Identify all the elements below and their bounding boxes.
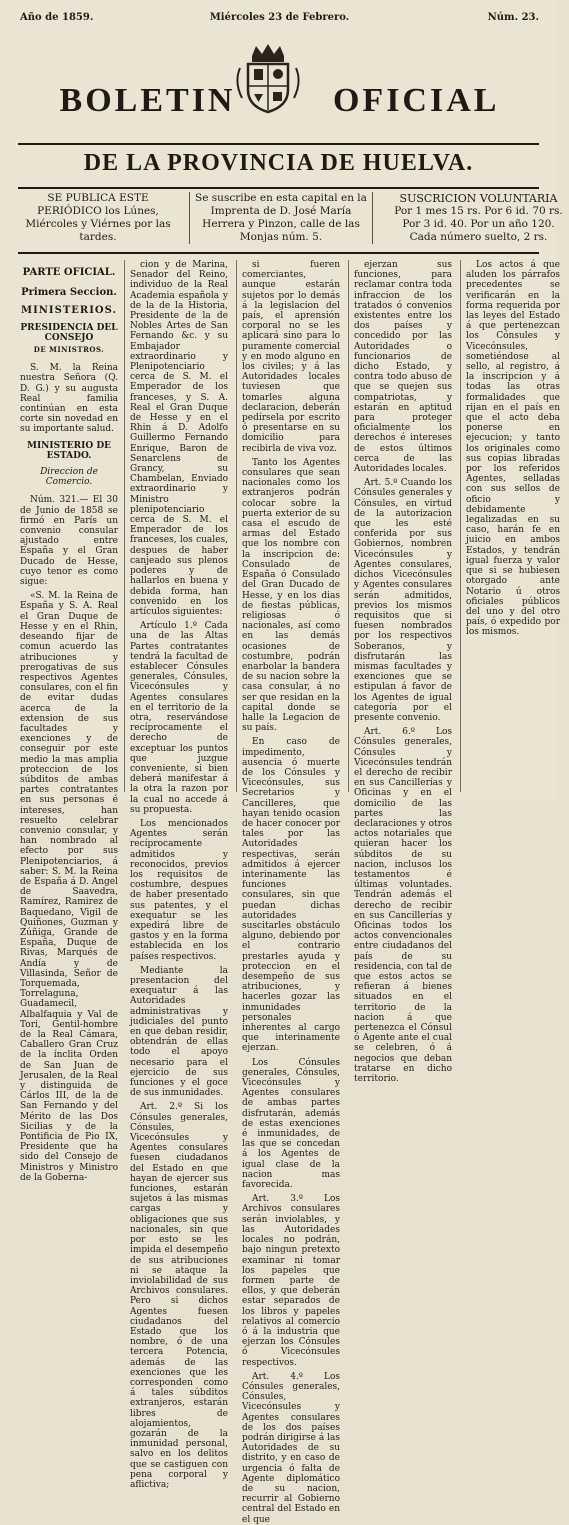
- paragraph: Art. 6.º Los Cónsules generales, Cónsules y Vicecónsules tendrán el derecho de recibir en sus Cancillerías y Oficinas y en el domicilio de las partes las declaraciones y otros actos notariales que quieran hacer los súbditos de su nacion, inclusos los testamentos é últimas voluntades. Tendrán además el derecho de recibir en sus Cancillerías y Oficinas todos los actos convencionales entre ciudadanos del país de su residencia, con tal de que estos actos se refieran á bienes situados en el territorio de la nacion á que pertenezca el Cónsul ó Agente ante el cual se celebren, ó á negocios que deban tratarse en dicho territorio.: [354, 727, 452, 1085]
- paragraph: Mediante la presentacion del exequatur á las Autoridades administrativas y judiciales del punto en que deban residir, obtendrán de ellas todo el apoyo necesario para el ejercicio de sus funciones y el goce de sus inmunidades.: [130, 965, 228, 1099]
- section-subheading: Direccion de Comercio.: [40, 467, 98, 488]
- column-3: [242, 260, 340, 1525]
- article-columns: [20, 260, 560, 1525]
- paragraph: Tanto los Agentes consulares que sean nacionales como los extranjeros podrán colocar sobre la puerta exterior de su casa el escudo de armas del Estado que los nombre con la inscripcion de: Consulado de España ó Consulado del Gran Ducado de Hesse, y en los dias de fiestas públicas, religiosas ó nacionales, así como en las demás ocasiones de costumbre, podrán enarbolar la bandera de su nacion sobre la casa consular, á no ser que residan en la capital donde se halle la Legacion de su país.: [242, 457, 340, 734]
- section-subheading: DE MINISTROS.: [33, 345, 105, 355]
- newspaper-subtitle: DE LA PROVINCIA DE HUELVA.: [83, 150, 474, 176]
- paragraph: si fueren comerciantes, aunque estarán sujetos por lo demás á la legislacion del país, el aprensión corporal no se les aplicará sino para lo puramente comercial y en modo alguno en los civiles; y á las Autoridades locales tuviesen que tomarles alguna declaracion, deberán pedírsela por escrito ó presentarse en su domicilio para recibirla de viva voz.: [242, 260, 340, 454]
- section-heading: PARTE OFICIAL.: [22, 267, 116, 278]
- column-divider: [124, 260, 125, 792]
- paragraph: Los Cónsules generales, Cónsules, Vicecónsules y Agentes consulares de ambas partes disfrutarán, además de estas exenciones é inmunidades, de las que se concedan á los Agentes de igual clase de la nacion mas favorecida.: [242, 1057, 340, 1191]
- section-heading: PRESIDENCIA DEL CONSEJO: [20, 322, 118, 343]
- section-heading: Primera Seccion.: [21, 287, 117, 299]
- date-label: Miércoles 23 de Febrero.: [209, 12, 350, 23]
- paragraph: Núm. 321.— El 30 de Junio de 1858 se firmó en París un convenio consular ajustado entre España y el Gran Ducado de Hesse, cuyo tenor es como sigue:: [20, 495, 118, 588]
- single-copy-price: Cada número suelto, 2 rs.: [409, 231, 548, 243]
- column-2: [130, 260, 228, 1490]
- year-label: Año de 1859.: [20, 12, 94, 23]
- title-right-word: OFICIAL: [332, 82, 500, 119]
- subscription-title: SUSCRICION VOLUNTARIA: [399, 192, 558, 205]
- publication-info-bar: [18, 192, 563, 248]
- column-divider: [348, 260, 349, 792]
- section-heading: MINISTERIOS.: [21, 305, 117, 317]
- divider: [18, 252, 539, 254]
- divider: [18, 143, 539, 145]
- subscription-place: Se suscribe en esta capital en la Imprenta de D. José María Herrera y Pinzon, calle de las Monjas núm. 5.: [189, 192, 373, 244]
- price-line: Por 3 id. 40. Por un año 120.: [402, 218, 555, 230]
- column-1: [20, 260, 118, 1183]
- paragraph: Art. 5.º Cuando los Cónsules generales y Cónsules, en virtud de la autorizacion que les esté conferida por sus Gobiernos, nombren Vicecónsules y Agentes consulares, dichos Vicecónsules y Agentes consulares serán admitidos, previos los mismos requisitos que si fuesen nombrados por los respectivos Soberanos, y disfrutarán las mismas facultades y exenciones que se estipulan á favor de los Agentes de igual categoría por el presente convenio.: [354, 478, 452, 723]
- section-heading: MINISTERIO DE ESTADO.: [27, 440, 111, 461]
- paragraph: ejerzan sus funciones, para reclamar contra toda infraccion de los tratados ó convenios existentes entre los dos países y concedido por las Autoridades o funcionarios de dicho Estado, y contra todo abuso de que se quejen sus compatriotas, y estarán en aptitud para proteger oficialmente los derechos é intereses de estos últimos cerca de las Autoridades locales.: [354, 260, 452, 475]
- divider: [18, 187, 539, 189]
- column-divider: [236, 260, 237, 792]
- paragraph: Art. 2.º Si los Cónsules generales, Cónsules, Vicecónsules y Agentes consulares fuesen ciudadanos del Estado en que hayan de ejercer sus funciones, estarán sujetos á las mismas cargas y obligaciones que sus nacionales, sin que por esto se les impida el desempeño de sus atribuciones ni se ataque la inviolabilidad de sus Archivos consulares. Pero si dichos Agentes fuesen ciudadanos del Estado que los nombre, ó de una tercera Potencia, además de las exenciones que les corresponden como á tales súbditos extranjeros, estarán libres de alojamientos, gozarán de la inmunidad personal, salvo en los delitos que se castiguen con pena corporal y aflictiva;: [130, 1102, 228, 1490]
- column-divider: [460, 260, 461, 792]
- subscription-prices: [388, 192, 569, 244]
- paragraph: cion y de Marina, Senador del Reino, individuo de la Real Academia española y de la de la Historia, Presidente de la de Nobles Artes de San Fernando &c. y su Embajador extraordinario y Plenipotenciario cerca de S. M. el Emperador de los franceses, y S. A. Real el Gran Duque de Hesse y en el Rhin á D. Adolfo Guillermo Fernando Enrique, Baron de Senarclens de Grancy, su Chambelan, Enviado extraordinario y Ministro plenipotenciario cerca de S. M. el Emperador de los franceses, los cuales, despues de haber canjeado sus plenos poderes y de hallarlos en buena y debida forma, han convenido en los artículos siguientes:: [130, 260, 228, 617]
- column-4: [354, 260, 452, 1085]
- column-5: [466, 260, 560, 792]
- paragraph: Los mencionados Agentes serán recíprocamente admitidos y reconocidos, previos los requisitos de costumbre, despues de haber presentado sus patentes, y el exequatur se les expedirá libre de gastos y en la forma establecida en los países respectivos.: [130, 818, 228, 962]
- paragraph: S. M. la Reina nuestra Señora (Q. D. G.) y su augusta Real familia continúan en esta corte sin novedad en su importante salud.: [20, 363, 118, 435]
- price-line: Por 1 mes 15 rs. Por 6 id. 70 rs.: [394, 205, 563, 217]
- title-left-word: BOLETIN: [59, 82, 236, 119]
- masthead-top-line: [20, 10, 539, 28]
- paragraph: Art. 3.º Los Archivos consulares serán inviolables, y las Autoridades locales no podrán, bajo ningun pretexto examinar ni tomar los papeles que formen parte de ellos, y que deberán estar separados de los libros y papeles relativos al comercio ó á la industria que ejerzan los Cónsules ó Vicecónsules respectivos.: [242, 1194, 340, 1368]
- paragraph: Artículo 1.º Cada una de las Altas Partes contratantes tendrá la facultad de establecer Cónsules generales, Cónsules, Vicecónsules y Agentes consulares en el territorio de la otra, reservándose recíprocamente el derecho de exceptuar los puntos que juzgue conveniente, si bien deberá manifestar á la otra la razon por la cual no accede á su propuesta.: [130, 621, 228, 815]
- publication-schedule: SE PUBLICA ESTE PERIÓDICO los Lúnes, Miércoles y Viérnes por las tardes.: [25, 192, 171, 243]
- paragraph: Art. 4.º Los Cónsules generales, Cónsules, Vicecónsules y Agentes consulares de los dos países podrán dirigirse á las Autoridades de su distrito, y en caso de urgencia ó falta de Agente diplomático de su nacion, recurrir al Gobierno central del Estado en el que: [242, 1371, 340, 1525]
- newspaper-title: [12, 82, 547, 120]
- issue-number: Núm. 23.: [487, 12, 539, 23]
- paragraph: En caso de impedimento, ausencia ó muerte de los Cónsules y Vicecónsules, sus Secretarios y Cancilleres, que hayan tenido ocasion de hacer conocer por tales por las Autoridades respectivas, serán admitidos á ejercer interinamente las funciones consulares, sin que puedan dichas autoridades suscitarles obstáculo alguno, debiendo por el contrario prestarles ayuda y proteccion en el desempeño de sus atribuciones, y hacerles gozar las inmunidades personales inherentes al cargo que interinamente ejerzan.: [242, 737, 340, 1054]
- paragraph: Los actos á que aluden los párrafos precedentes se verificarán en la forma requerida por las leyes del Estado á que pertenezcan los Cónsules y Vicecónsules, sometiéndose al sello, al registro, á la inscripcion y á todas las otras formalidades que rijan en el país en que el acto deba ponerse en ejecucion; y tanto los originales como sus copias libradas por los referidos Agentes, selladas con sus sellos de oficio y debidamente legalizadas en su caso, harán fe en juicio en ambos Estados, y tendrán igual fuerza y valor que si se hubiesen otorgado ante Notario ú otros oficiales públicos del uno y del otro país, ó expedido por los mismos.: [466, 260, 560, 638]
- paragraph: «S. M. la Reina de España y S. A. Real el Gran Duque de Hesse y en el Rhin, deseando fijar de comun acuerdo las atribuciones y prerogativas de sus respectivos Agentes consulares, con el fin de evitar dudas acerca de la extension de sus facultades y exenciones y de conseguir por este medio la mas amplia proteccion de los súbditos de ambas partes contratantes en sus personas é intereses, han resuelto celebrar convenio consular, y han nombrado al efecto por sus Plenipotenciarios, á saber: S. M. la Reina de España á D. Angel de Saavedra, Ramírez, Ramirez de Baquedano, Vigil de Quiñones, Guzman y Zúñiga, Grande de España, Duque de Rivas, Marqués de Andía y de Villasinda, Señor de Torquemada, Torrelaguna, Guadamecil, Albalfaquia y Val de Tori, Gentil-hombre de la Real Cámara, Caballero Gran Cruz de la ínclita Orden de San Juan de Jerusalen, de la Real y distinguida de Cárlos III, de la de San Fernando y del Mérito de las Dos Sicilias y de la Pontificia de Pio IX, Presidente que ha sido del Consejo de Ministros y Ministro de la Goberna-: [20, 591, 118, 1183]
